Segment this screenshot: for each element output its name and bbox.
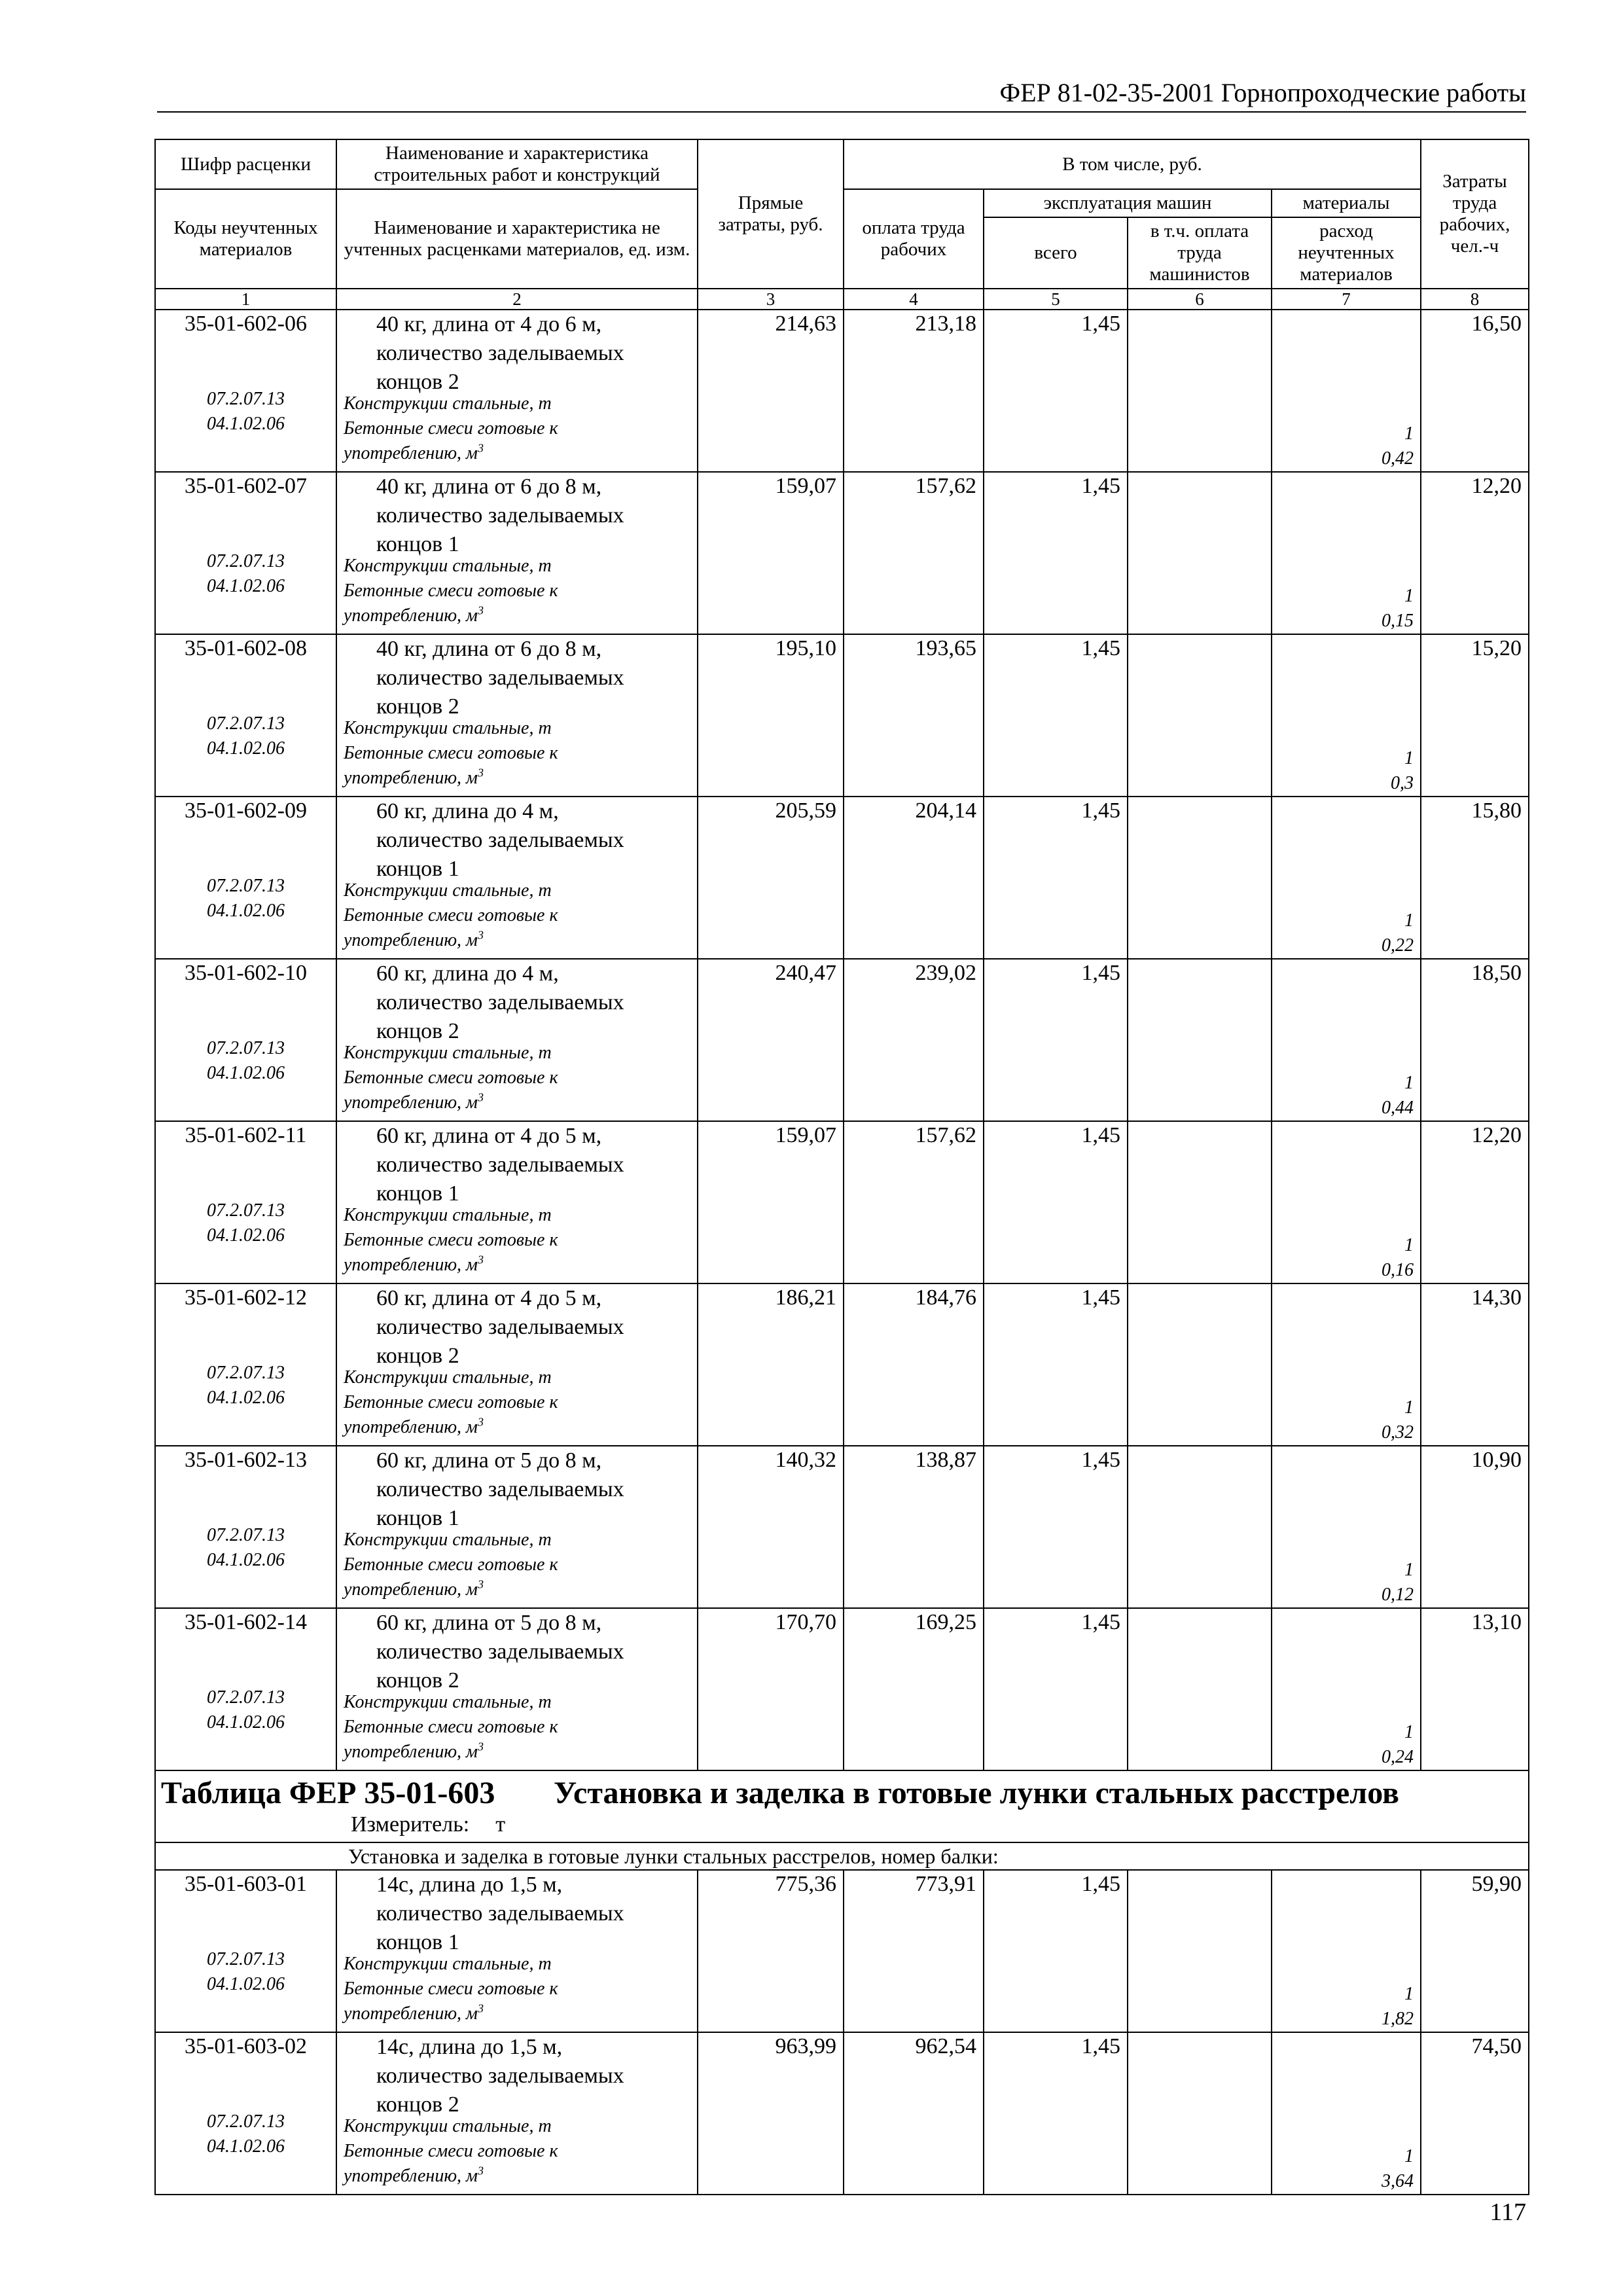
labor-cost: 14,30 xyxy=(1421,1283,1529,1446)
rate-description-line: 40 кг, длина от 6 до 8 м, xyxy=(376,475,602,499)
material-code: 04.1.02.06 xyxy=(207,1550,285,1570)
material-usage-cell xyxy=(1272,797,1421,959)
rate-description-line: количество заделываемых xyxy=(376,1640,624,1664)
material-code: 07.2.07.13 xyxy=(207,1949,285,1969)
machinist-wage xyxy=(1128,472,1272,634)
rate-code-cell xyxy=(155,310,336,472)
rate-code: 35-01-602-11 xyxy=(185,1123,307,1147)
rate-code: 35-01-602-14 xyxy=(185,1610,307,1634)
rate-description-cell xyxy=(336,1446,698,1608)
labor-cost: 10,90 xyxy=(1421,1446,1529,1608)
material-name: Бетонные смеси готовые к xyxy=(344,743,558,763)
rate-description-line: концов 2 xyxy=(376,2092,459,2117)
rate-description-cell xyxy=(336,959,698,1121)
machine-cost: 1,45 xyxy=(984,797,1128,959)
table-number: Таблица ФЕР 35-01-603 xyxy=(161,1776,495,1810)
machine-cost: 1,45 xyxy=(984,1608,1128,1770)
rate-row xyxy=(155,1608,1529,1770)
rate-description-cell xyxy=(336,634,698,797)
material-name: Бетонные смеси готовые к xyxy=(344,905,558,925)
rate-description-line: 60 кг, длина до 4 м, xyxy=(376,961,559,986)
header-group: В том числе, руб. xyxy=(844,139,1421,189)
rate-description-line: концов 1 xyxy=(376,1930,459,1954)
rate-description-line: количество заделываемых xyxy=(376,990,624,1014)
labor-cost: 15,80 xyxy=(1421,797,1529,959)
material-usage: 1 xyxy=(1404,2146,1414,2166)
rate-description-line: концов 1 xyxy=(376,857,459,881)
header-machinist-wage: в т.ч. оплата труда машинистов xyxy=(1128,217,1272,289)
material-usage-cell xyxy=(1272,1121,1421,1283)
rate-row xyxy=(155,2032,1529,2195)
header-machines-total: всего xyxy=(984,217,1128,289)
material-usage: 1 xyxy=(1404,586,1414,606)
direct-cost: 159,07 xyxy=(698,1121,844,1283)
material-usage: 1 xyxy=(1404,1397,1414,1418)
machinist-wage xyxy=(1128,797,1272,959)
rate-row xyxy=(155,959,1529,1121)
machinist-wage xyxy=(1128,959,1272,1121)
column-number: 5 xyxy=(984,289,1128,310)
meter-line xyxy=(161,1812,1523,1838)
material-usage: 1 xyxy=(1404,1984,1414,2004)
material-usage: 0,3 xyxy=(1391,773,1414,793)
material-code: 07.2.07.13 xyxy=(207,1525,285,1545)
material-name-cont: употреблению, $м^3$ xyxy=(344,441,484,463)
material-code: 07.2.07.13 xyxy=(207,1200,285,1221)
rate-description-line: 40 кг, длина от 6 до 8 м, xyxy=(376,637,602,661)
material-code: 07.2.07.13 xyxy=(207,2111,285,2132)
material-usage: 1 xyxy=(1404,910,1414,931)
material-name: Бетонные смеси готовые к xyxy=(344,1392,558,1412)
wage-cost: 184,76 xyxy=(844,1283,984,1446)
material-name-cont: употреблению, $м^3$ xyxy=(344,1253,484,1275)
material-code: 07.2.07.13 xyxy=(207,551,285,571)
rate-description-line: 60 кг, длина до 4 м, xyxy=(376,799,559,823)
machine-cost: 1,45 xyxy=(984,2032,1128,2195)
header-name: Наименование и характеристика строительных работ и конструкций xyxy=(336,139,698,189)
material-code: 07.2.07.13 xyxy=(207,389,285,409)
labor-cost: 18,50 xyxy=(1421,959,1529,1121)
table-title xyxy=(161,1775,1523,1812)
rate-code-cell xyxy=(155,1870,336,2032)
wage-cost: 193,65 xyxy=(844,634,984,797)
material-code: 04.1.02.06 xyxy=(207,414,285,434)
table-title-row xyxy=(155,1770,1529,1842)
material-name: Бетонные смеси готовые к xyxy=(344,581,558,601)
material-usage: 1 xyxy=(1404,423,1414,444)
material-usage-cell xyxy=(1272,1870,1421,2032)
rate-row xyxy=(155,472,1529,634)
material-usage: 1 xyxy=(1404,1560,1414,1580)
header-material-codes: Коды неучтенных материалов xyxy=(155,189,336,289)
material-name: Конструкции стальные, т xyxy=(344,556,552,576)
material-usage: 0,16 xyxy=(1382,1260,1414,1280)
direct-cost: 195,10 xyxy=(698,634,844,797)
wage-cost: 213,18 xyxy=(844,310,984,472)
rate-row xyxy=(155,797,1529,959)
header-wage: оплата труда рабочих xyxy=(844,189,984,289)
rate-description-line: количество заделываемых xyxy=(376,2064,624,2088)
material-usage: 0,15 xyxy=(1382,611,1414,631)
running-head: ФЕР 81-02-35-2001 Горнопроходческие работы xyxy=(157,77,1526,113)
rate-description-line: количество заделываемых xyxy=(376,666,624,690)
material-name: Конструкции стальные, т xyxy=(344,393,552,414)
column-number: 8 xyxy=(1421,289,1529,310)
material-name: Бетонные смеси готовые к xyxy=(344,1230,558,1250)
column-number: 2 xyxy=(336,289,698,310)
rate-code-cell xyxy=(155,797,336,959)
rate-code: 35-01-602-07 xyxy=(185,474,307,498)
rate-description-line: 60 кг, длина от 5 до 8 м, xyxy=(376,1448,602,1473)
material-usage: 0,32 xyxy=(1382,1422,1414,1443)
material-code: 04.1.02.06 xyxy=(207,576,285,596)
rate-description-line: 60 кг, длина от 4 до 5 м, xyxy=(376,1124,602,1148)
material-name: Конструкции стальные, т xyxy=(344,2116,552,2136)
direct-cost: 170,70 xyxy=(698,1608,844,1770)
rate-description-line: концов 2 xyxy=(376,694,459,719)
material-code: 04.1.02.06 xyxy=(207,1225,285,1246)
material-code: 07.2.07.13 xyxy=(207,876,285,896)
rate-description-line: концов 1 xyxy=(376,1181,459,1206)
machinist-wage xyxy=(1128,1608,1272,1770)
rate-code-cell xyxy=(155,2032,336,2195)
material-name-cont: употреблению, $м^3$ xyxy=(344,1415,484,1437)
material-usage: 0,22 xyxy=(1382,935,1414,956)
rate-description-cell xyxy=(336,797,698,959)
rate-row xyxy=(155,1121,1529,1283)
rate-description-line: количество заделываемых xyxy=(376,1153,624,1177)
material-usage: 0,42 xyxy=(1382,448,1414,469)
meter-label: Измеритель: xyxy=(351,1812,470,1837)
rate-code: 35-01-603-01 xyxy=(185,1872,307,1896)
rate-description-line: концов 2 xyxy=(376,370,459,394)
material-code: 07.2.07.13 xyxy=(207,713,285,734)
machinist-wage xyxy=(1128,1446,1272,1608)
material-name: Конструкции стальные, т xyxy=(344,1043,552,1063)
material-name: Конструкции стальные, т xyxy=(344,880,552,901)
labor-cost: 59,90 xyxy=(1421,1870,1529,2032)
material-usage: 0,12 xyxy=(1382,1585,1414,1605)
labor-cost: 12,20 xyxy=(1421,472,1529,634)
material-name: Бетонные смеси готовые к xyxy=(344,1554,558,1575)
material-name: Бетонные смеси готовые к xyxy=(344,1979,558,1999)
section-note-row xyxy=(155,1842,1529,1870)
material-usage-cell xyxy=(1272,310,1421,472)
rates-body-603 xyxy=(155,1870,1529,2195)
material-name-cont: употреблению, $м^3$ xyxy=(344,1740,484,1762)
header-material-names: Наименование и характеристика не учтенных расценками материалов, ед. изм. xyxy=(336,189,698,289)
material-code: 04.1.02.06 xyxy=(207,1388,285,1408)
machinist-wage xyxy=(1128,1121,1272,1283)
wage-cost: 773,91 xyxy=(844,1870,984,2032)
material-name: Конструкции стальные, т xyxy=(344,1954,552,1974)
rate-code: 35-01-602-08 xyxy=(185,636,307,660)
material-name: Бетонные смеси готовые к xyxy=(344,1067,558,1088)
rate-code: 35-01-602-12 xyxy=(185,1285,307,1310)
rate-description-line: количество заделываемых xyxy=(376,341,624,365)
material-code: 04.1.02.06 xyxy=(207,1974,285,1994)
labor-cost: 12,20 xyxy=(1421,1121,1529,1283)
column-number: 7 xyxy=(1272,289,1421,310)
material-usage-cell xyxy=(1272,2032,1421,2195)
material-usage: 1 xyxy=(1404,1235,1414,1255)
material-code: 04.1.02.06 xyxy=(207,901,285,921)
material-usage-cell xyxy=(1272,959,1421,1121)
rate-row xyxy=(155,634,1529,797)
rate-description-cell xyxy=(336,1121,698,1283)
wage-cost: 204,14 xyxy=(844,797,984,959)
rate-description-cell xyxy=(336,310,698,472)
header-labor: Затраты труда рабочих, чел.-ч xyxy=(1421,139,1529,289)
machinist-wage xyxy=(1128,634,1272,797)
material-name-cont: употреблению, $м^3$ xyxy=(344,766,484,788)
material-code: 07.2.07.13 xyxy=(207,1038,285,1058)
material-usage: 1 xyxy=(1404,1722,1414,1742)
wage-cost: 962,54 xyxy=(844,2032,984,2195)
direct-cost: 963,99 xyxy=(698,2032,844,2195)
wage-cost: 138,87 xyxy=(844,1446,984,1608)
rate-description-cell xyxy=(336,2032,698,2195)
rate-code: 35-01-602-09 xyxy=(185,798,307,823)
rate-row xyxy=(155,310,1529,472)
machinist-wage xyxy=(1128,310,1272,472)
rates-table xyxy=(154,139,1529,2195)
material-code: 07.2.07.13 xyxy=(207,1363,285,1383)
material-usage: 0,24 xyxy=(1382,1747,1414,1767)
section-note: Установка и заделка в готовые лунки стальных расстрелов, номер балки: xyxy=(155,1842,1529,1870)
direct-cost: 186,21 xyxy=(698,1283,844,1446)
machinist-wage xyxy=(1128,2032,1272,2195)
rate-description-line: 60 кг, длина от 4 до 5 м, xyxy=(376,1286,602,1310)
rate-description-line: концов 2 xyxy=(376,1344,459,1368)
rate-code-cell xyxy=(155,959,336,1121)
direct-cost: 140,32 xyxy=(698,1446,844,1608)
rate-code-cell xyxy=(155,472,336,634)
rate-description-cell xyxy=(336,472,698,634)
header-materials: материалы xyxy=(1272,189,1421,217)
rate-description-line: 60 кг, длина от 5 до 8 м, xyxy=(376,1611,602,1635)
material-usage-cell xyxy=(1272,472,1421,634)
material-name: Конструкции стальные, т xyxy=(344,1692,552,1712)
machine-cost: 1,45 xyxy=(984,959,1128,1121)
direct-cost: 240,47 xyxy=(698,959,844,1121)
material-name: Конструкции стальные, т xyxy=(344,718,552,738)
header-machines: эксплуатация машин xyxy=(984,189,1272,217)
material-name-cont: употреблению, $м^3$ xyxy=(344,2164,484,2186)
column-number: 1 xyxy=(155,289,336,310)
material-usage: 1,82 xyxy=(1382,2009,1414,2029)
material-name: Конструкции стальные, т xyxy=(344,1367,552,1388)
material-usage-cell xyxy=(1272,1608,1421,1770)
wage-cost: 157,62 xyxy=(844,472,984,634)
machine-cost: 1,45 xyxy=(984,1870,1128,2032)
material-code: 04.1.02.06 xyxy=(207,2136,285,2157)
material-usage-cell xyxy=(1272,1283,1421,1446)
material-name: Конструкции стальные, т xyxy=(344,1205,552,1225)
rate-row xyxy=(155,1870,1529,2032)
table-603-heading xyxy=(155,1770,1529,1870)
table-name: Установка и заделка в готовые лунки стальных расстрелов xyxy=(554,1776,1399,1810)
material-name-cont: употреблению, $м^3$ xyxy=(344,2001,484,2024)
material-name-cont: употреблению, $м^3$ xyxy=(344,603,484,626)
labor-cost: 16,50 xyxy=(1421,310,1529,472)
header-material-usage: расход неучтенных материалов xyxy=(1272,217,1421,289)
material-code: 04.1.02.06 xyxy=(207,738,285,759)
header-direct: Прямые затраты, руб. xyxy=(698,139,844,289)
column-number: 6 xyxy=(1128,289,1272,310)
material-usage-cell xyxy=(1272,1446,1421,1608)
material-code: 07.2.07.13 xyxy=(207,1687,285,1708)
material-usage: 1 xyxy=(1404,1073,1414,1093)
machine-cost: 1,45 xyxy=(984,1446,1128,1608)
material-code: 04.1.02.06 xyxy=(207,1063,285,1083)
rate-description-line: количество заделываемых xyxy=(376,1901,624,1926)
material-usage: 1 xyxy=(1404,748,1414,768)
rate-row xyxy=(155,1446,1529,1608)
rate-description-line: концов 1 xyxy=(376,532,459,556)
rate-code-cell xyxy=(155,1121,336,1283)
direct-cost: 205,59 xyxy=(698,797,844,959)
rate-description-line: количество заделываемых xyxy=(376,828,624,852)
wage-cost: 157,62 xyxy=(844,1121,984,1283)
machine-cost: 1,45 xyxy=(984,1283,1128,1446)
machine-cost: 1,45 xyxy=(984,1121,1128,1283)
machine-cost: 1,45 xyxy=(984,310,1128,472)
wage-cost: 239,02 xyxy=(844,959,984,1121)
material-name: Конструкции стальные, т xyxy=(344,1530,552,1550)
direct-cost: 775,36 xyxy=(698,1870,844,2032)
rate-code: 35-01-602-13 xyxy=(185,1448,307,1472)
rate-description-line: концов 1 xyxy=(376,1506,459,1530)
header-code: Шифр расценки xyxy=(155,139,336,189)
rate-description-line: концов 2 xyxy=(376,1668,459,1693)
wage-cost: 169,25 xyxy=(844,1608,984,1770)
material-name-cont: употреблению, $м^3$ xyxy=(344,928,484,950)
rate-code: 35-01-603-02 xyxy=(185,2034,307,2058)
material-usage: 3,64 xyxy=(1382,2171,1414,2191)
meter-unit: т xyxy=(495,1812,506,1837)
rate-code-cell xyxy=(155,1446,336,1608)
rate-description-cell xyxy=(336,1870,698,2032)
material-usage-cell xyxy=(1272,634,1421,797)
rate-code: 35-01-602-10 xyxy=(185,961,307,985)
rate-code-cell xyxy=(155,1283,336,1446)
rate-row xyxy=(155,1283,1529,1446)
material-name: Бетонные смеси готовые к xyxy=(344,418,558,439)
material-name-cont: употреблению, $м^3$ xyxy=(344,1577,484,1600)
column-number: 4 xyxy=(844,289,984,310)
material-name: Бетонные смеси готовые к xyxy=(344,1717,558,1737)
rate-description-line: 14с, длина до 1,5 м, xyxy=(376,2035,563,2059)
column-number: 3 xyxy=(698,289,844,310)
rate-description-line: количество заделываемых xyxy=(376,1477,624,1501)
rate-description-cell xyxy=(336,1283,698,1446)
rate-code-cell xyxy=(155,1608,336,1770)
labor-cost: 15,20 xyxy=(1421,634,1529,797)
header-row-1 xyxy=(155,139,1529,189)
rate-description-line: концов 2 xyxy=(376,1019,459,1043)
column-numbers-row xyxy=(155,289,1529,310)
rate-code: 35-01-602-06 xyxy=(185,312,307,336)
machine-cost: 1,45 xyxy=(984,634,1128,797)
labor-cost: 74,50 xyxy=(1421,2032,1529,2195)
page-number: 117 xyxy=(1489,2198,1526,2226)
direct-cost: 214,63 xyxy=(698,310,844,472)
rate-code-cell xyxy=(155,634,336,797)
rates-body-602 xyxy=(155,310,1529,1770)
rate-description-line: количество заделываемых xyxy=(376,503,624,528)
material-name: Бетонные смеси готовые к xyxy=(344,2141,558,2161)
material-usage: 0,44 xyxy=(1382,1098,1414,1118)
material-code: 04.1.02.06 xyxy=(207,1712,285,1732)
material-name-cont: употреблению, $м^3$ xyxy=(344,1090,484,1113)
rate-description-line: 14с, длина до 1,5 м, xyxy=(376,1873,563,1897)
direct-cost: 159,07 xyxy=(698,472,844,634)
machinist-wage xyxy=(1128,1870,1272,2032)
rate-description-line: 40 кг, длина от 4 до 6 м, xyxy=(376,312,602,336)
machinist-wage xyxy=(1128,1283,1272,1446)
labor-cost: 13,10 xyxy=(1421,1608,1529,1770)
rate-description-line: количество заделываемых xyxy=(376,1315,624,1339)
machine-cost: 1,45 xyxy=(984,472,1128,634)
rate-description-cell xyxy=(336,1608,698,1770)
